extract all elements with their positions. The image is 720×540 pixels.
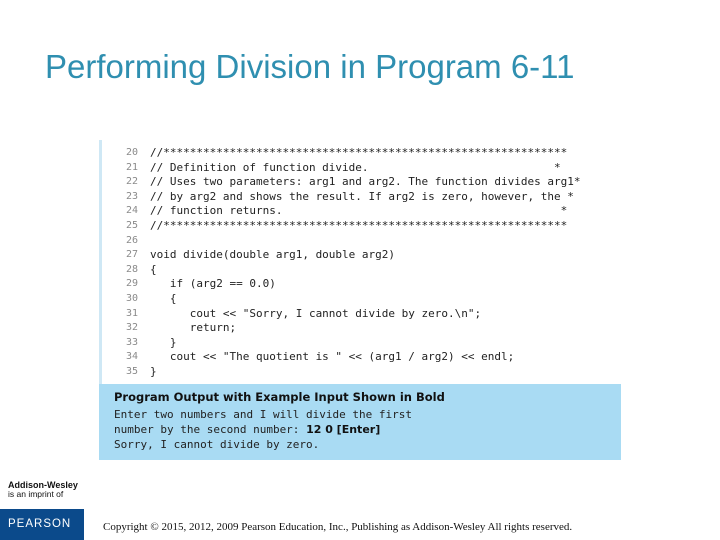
copyright-notice: Copyright © 2015, 2012, 2009 Pearson Education, Inc., Publishing as Addison-Wesley All rights reserved.	[103, 521, 573, 533]
output-user-input: 12 0 [Enter]	[306, 423, 381, 436]
code-text: //*************************************************************	[150, 146, 568, 159]
line-number: 32	[125, 322, 138, 334]
code-line	[102, 277, 624, 292]
code-text: // Definition of function divide. *	[150, 160, 561, 174]
line-number: 28	[125, 263, 138, 275]
code-text: // by arg2 and shows the result. If arg2 is zero, however, the *	[150, 189, 574, 203]
code-text: void divide(double arg1, double arg2)	[150, 248, 396, 262]
line-number: 26	[125, 234, 138, 246]
code-line	[102, 307, 624, 322]
code-text: //*************************************************************	[150, 218, 568, 232]
code-text: }	[150, 364, 157, 378]
pearson-logo-text: PEARSON	[8, 518, 72, 530]
output-line-2-prefix: number by the second number:	[114, 423, 307, 436]
imprint-text: is an imprint of	[8, 489, 64, 499]
code-text: cout << "The quotient is " << (arg1 / arg2) << endl;	[150, 350, 515, 364]
code-text: cout << "Sorry, I cannot divide by zero.\n";	[150, 306, 482, 320]
line-number: 21	[125, 161, 138, 173]
code-listing	[99, 140, 624, 384]
line-number: 22	[125, 176, 138, 188]
slide-title: Performing Division in Program 6-11	[45, 48, 575, 85]
line-number: 29	[125, 278, 138, 290]
code-line	[102, 350, 624, 365]
line-number: 25	[125, 219, 138, 231]
code-line	[102, 336, 624, 351]
code-line	[102, 292, 624, 307]
code-line	[102, 204, 624, 219]
output-line-1: Enter two numbers and I will divide the first	[114, 408, 413, 421]
output-title: Program Output with Example Input Shown in Bold	[114, 390, 445, 404]
line-number: 33	[125, 336, 138, 348]
pearson-logo	[0, 509, 84, 540]
code-text: if (arg2 == 0.0)	[150, 277, 276, 291]
code-lines	[102, 146, 624, 380]
line-number: 23	[125, 190, 138, 202]
line-number: 30	[125, 292, 138, 304]
line-number: 27	[125, 249, 138, 261]
code-text: // Uses two parameters: arg1 and arg2. The function divides arg1*	[150, 175, 581, 189]
code-line	[102, 248, 624, 263]
code-line	[102, 146, 624, 161]
code-line	[102, 190, 624, 205]
line-number: 34	[125, 351, 138, 363]
code-text: {	[150, 262, 157, 276]
code-text: {	[150, 291, 177, 305]
code-line	[102, 365, 624, 380]
line-number: 20	[125, 147, 138, 158]
output-line-2	[114, 423, 380, 436]
line-number: 24	[125, 205, 138, 217]
code-line	[102, 219, 624, 234]
code-line	[102, 234, 624, 249]
output-line-3: Sorry, I cannot divide by zero.	[114, 438, 320, 451]
publisher-name: Addison-Wesley	[8, 480, 78, 490]
line-number: 35	[125, 365, 138, 377]
code-line	[102, 175, 624, 190]
code-line	[102, 161, 624, 176]
program-output-panel	[99, 384, 621, 460]
line-number: 31	[125, 307, 138, 319]
code-line	[102, 321, 624, 336]
addison-wesley-logo	[8, 480, 88, 499]
code-line	[102, 263, 624, 278]
code-text: return;	[150, 321, 237, 335]
code-text: }	[150, 335, 177, 349]
code-text: // function returns. *	[150, 204, 568, 218]
